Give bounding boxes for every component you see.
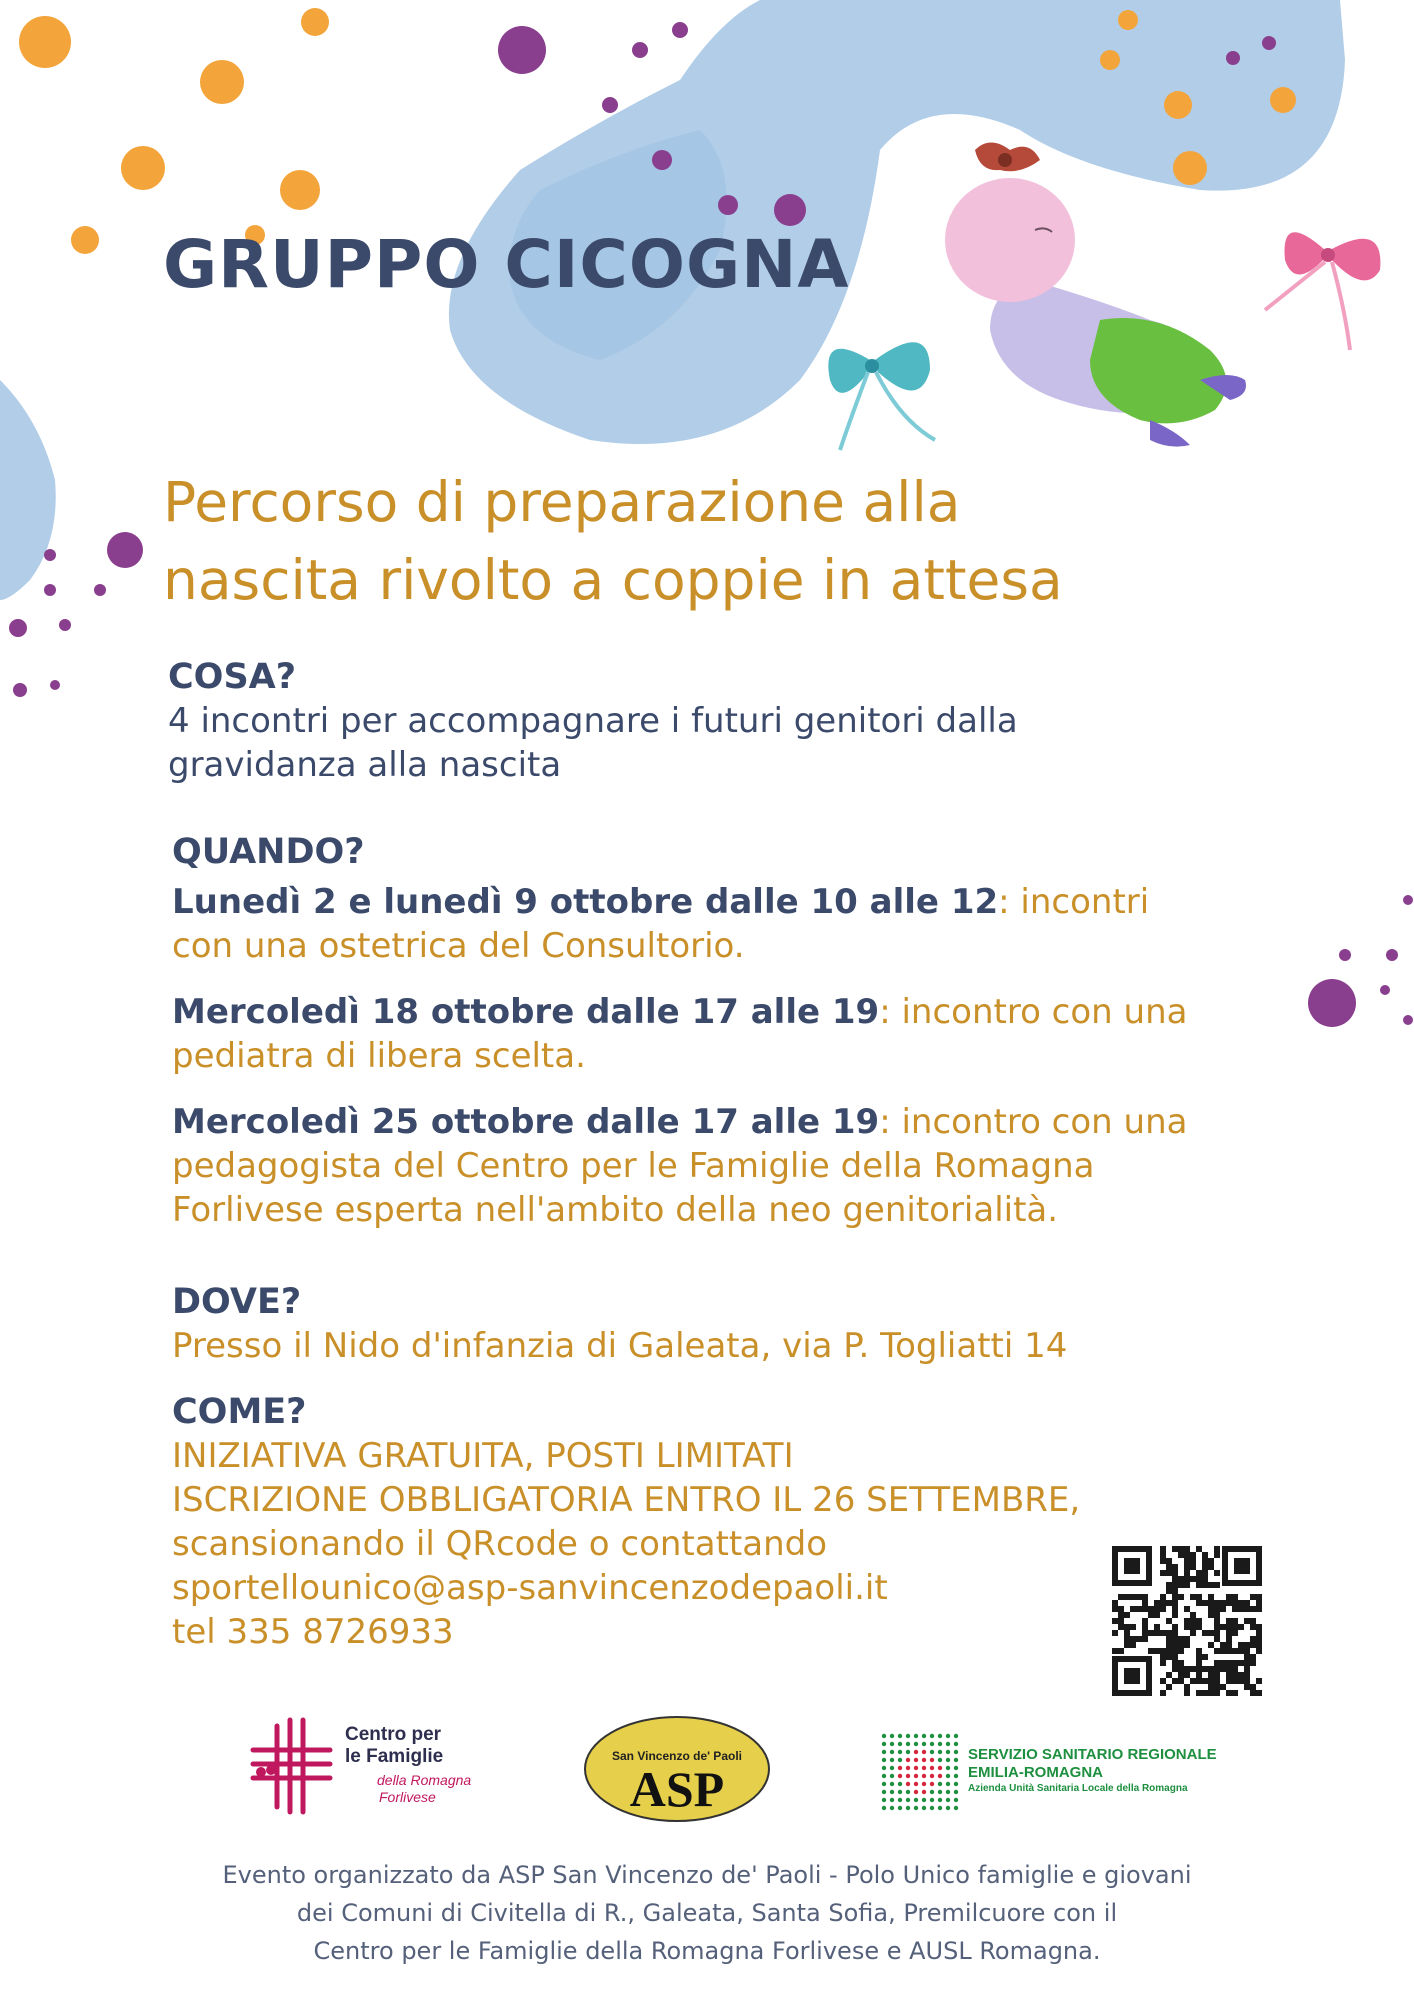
schedule-item <box>172 880 1352 968</box>
email-link[interactable]: sportellounico@asp-sanvincenzodepaoli.it <box>172 1568 888 1608</box>
centro-logo-line: della Romagna <box>377 1772 472 1788</box>
cosa-text-line: 4 incontri per accompagnare i futuri genitori dalla <box>168 701 1018 741</box>
schedule-description: pediatra di libera scelta. <box>172 1036 586 1076</box>
footer-line: Evento organizzato da ASP San Vincenzo de' Paoli - Polo Unico famiglie e giovani <box>222 1861 1192 1889</box>
come-line: ISCRIZIONE OBBLIGATORIA ENTRO IL 26 SETTEMBRE, <box>172 1480 1081 1520</box>
pink-bow <box>1265 232 1380 350</box>
cosa-text-line: gravidanza alla nascita <box>168 745 562 785</box>
teal-bow <box>828 342 935 450</box>
asp-logo-title: ASP <box>629 1761 725 1817</box>
ssr-logo <box>880 1732 1300 1812</box>
subtitle-line: Percorso di preparazione alla <box>163 470 961 534</box>
centro-famiglie-emblem <box>245 1712 335 1822</box>
section-dove <box>172 1280 1352 1368</box>
ssr-logo-line: SERVIZIO SANITARIO REGIONALE <box>968 1746 1217 1763</box>
schedule-description: : incontri <box>998 882 1150 922</box>
subtitle-line: nascita rivolto a coppie in attesa <box>163 548 1063 612</box>
page-title: GRUPPO CICOGNA <box>163 226 850 303</box>
come-heading: COME? <box>172 1392 307 1432</box>
centro-logo-line: Centro per <box>345 1724 442 1745</box>
schedule-description: Forlivese esperta nell'ambito della neo genitorialità. <box>172 1190 1059 1230</box>
schedule-date: Mercoledì 18 ottobre dalle 17 alle 19 <box>172 992 880 1032</box>
schedule-description: : incontro con una <box>879 992 1188 1032</box>
section-quando <box>172 830 1352 874</box>
quando-heading: QUANDO? <box>172 832 365 872</box>
centro-logo-line: le Famiglie <box>345 1746 444 1767</box>
schedule-description: con una ostetrica del Consultorio. <box>172 926 745 966</box>
cosa-heading: COSA? <box>168 657 297 697</box>
subtitle <box>163 463 1363 619</box>
phone-number: tel 335 8726933 <box>172 1612 454 1652</box>
come-line: scansionando il QRcode o contattando <box>172 1524 828 1564</box>
ssr-emblem <box>880 1732 960 1812</box>
schedule-description: : incontro con una <box>879 1102 1188 1142</box>
footer-line: Centro per le Famiglie della Romagna Forlivese e AUSL Romagna. <box>313 1937 1101 1965</box>
come-line: INIZIATIVA GRATUITA, POSTI LIMITATI <box>172 1436 794 1476</box>
schedule-date: Lunedì 2 e lunedì 9 ottobre dalle 10 alle 12 <box>172 882 999 922</box>
asp-logo <box>583 1715 771 1823</box>
schedule-item <box>172 1100 1352 1232</box>
dove-heading: DOVE? <box>172 1282 302 1322</box>
ssr-logo-line: EMILIA-ROMAGNA <box>968 1764 1103 1781</box>
dove-text: Presso il Nido d'infanzia di Galeata, via P. Togliatti 14 <box>172 1326 1068 1366</box>
schedule-description: pedagogista del Centro per le Famiglie della Romagna <box>172 1146 1095 1186</box>
ssr-logo-line: Azienda Unità Sanitaria Locale della Romagna <box>968 1783 1188 1794</box>
footer <box>0 1856 1414 1970</box>
schedule-item <box>172 990 1352 1078</box>
schedule-date: Mercoledì 25 ottobre dalle 17 alle 19 <box>172 1102 880 1142</box>
centro-logo-line: Forlivese <box>379 1789 436 1805</box>
qr-code[interactable] <box>1108 1542 1266 1700</box>
centro-famiglie-logo <box>245 1712 505 1822</box>
asp-logo-subtitle: San Vincenzo de' Paoli <box>611 1749 742 1763</box>
footer-line: dei Comuni di Civitella di R., Galeata, Santa Sofia, Premilcuore con il <box>296 1899 1118 1927</box>
section-cosa <box>168 655 1348 787</box>
left-blue-splash <box>0 380 56 600</box>
